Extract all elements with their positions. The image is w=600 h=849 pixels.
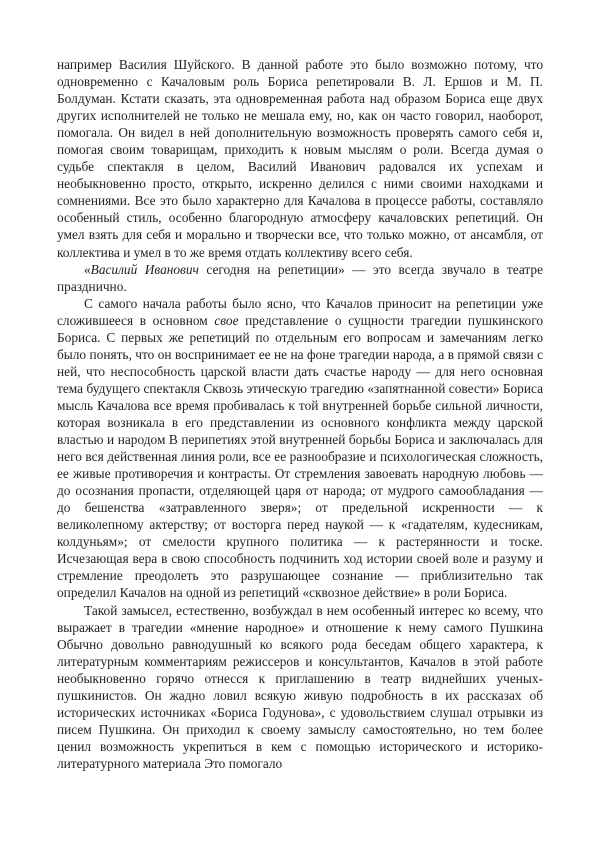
body-text [57,56,543,772]
paragraph [57,261,543,295]
italic-emphasis: Василий Иванович [90,261,199,277]
paragraph [57,56,543,261]
paragraph-text: С самого начала работы было ясно, что Качалов приносит на репетиции уже сложившееся в основном [57,295,543,328]
paragraph-text: « [84,261,91,277]
paragraph [57,295,543,602]
paragraph-text: например Василия Шуйского. В данной работе это было возможно потому, что одновременно с Качаловым роль Бориса репетировали В. Л. Ершов и М. П. Болдуман. Кстати сказать, эта одновременная работа над образом Бориса еще двух других исполнителей не только не мешала ему, но, как он часто говорил, наоборот, помогала. Он видел в ней дополнительную возможность проверять самого себя и, помогая своим товарищам, приходить к новым мыслям о роли. Всегда думая о судьбе спектакля в целом, Василий Иванович радовался их успехам и необыкновенно просто, открыто, искренно делился с ними своими находками и сомнениями. Все это было характерно для Качалова в процессе работы, составляло особенный стиль, особенно благородную атмосферу качаловских репетиций. Он умел взять для себя и морально и творчески все, что только можно, от ансамбля, от коллектива и умел в то же время отдать коллективу всего себя. [57,57,543,260]
paragraph-text: представление о сущности трагедии пушкинского Бориса. С первых же репетиций по отдельным его вопросам и замечаниям легко было понять, что он воспринимает ее не на фоне трагедии народа, а в прямой связи с ней, что неспособность царской власти дать счастье народу — для него основная тема будущего спектакля Сквозь этическую трагедию «запятнанной совести» Бориса мысль Качалова все время пробивалась к той внутренней борьбе сильной личности, которая возникала в его представлении из основного конфликта между царской властью и народом В перипетиях этой внутренней борьбы Бориса и заключалась для него вся действенная линия роли, все ее разнообразие и психологическая сложность, ее живые противоречия и контрасты. От стремления завоевать народную любовь — до осознания пропасти, отделяющей царя от народа; от мудрого самообладания — до бешенства «затравленного зверя»; от предельной искренности — к великолепному актерству; от восторга перед наукой — к «гадателям, кудесникам, колдуньям»; от смелости крупного политика — к растерянности и тоске. Исчезающая вера в свою способность подчинить ход истории своей воле и разуму и стремление преодолеть это разрушающее сознание — приблизительно так определил Качалов на одной из репетиций «сквозное действие» в роли Бориса. [57,312,544,601]
italic-emphasis: свое [214,312,239,328]
paragraph [57,602,543,772]
paragraph-text: Такой замысел, естественно, возбуждал в нем особенный интерес ко всему, что выражает в трагедии «мнение народное» и отношение к нему самого Пушкина Обычно довольно равнодушный ко всякого рода беседам общего характера, к литературным комментариям режиссеров и консультантов, Качалов в этой работе необыкновенно горячо отнесся к приглашению в театр виднейших ученых-пушкинистов. Он жадно ловил всякую живую подробность в их рассказах об исторических источниках «Бориса Годунова», с удовольствием слушал отрывки из писем Пушкина. Он приходил к своему замыслу самостоятельно, но тем более ценил возможность укрепиться в кем с помощью исторического и историко-литературного материала Это помогало [57,602,543,771]
paragraph-text: сегодня на репетиции» — это всегда звучало в театре празднично. [57,261,543,294]
